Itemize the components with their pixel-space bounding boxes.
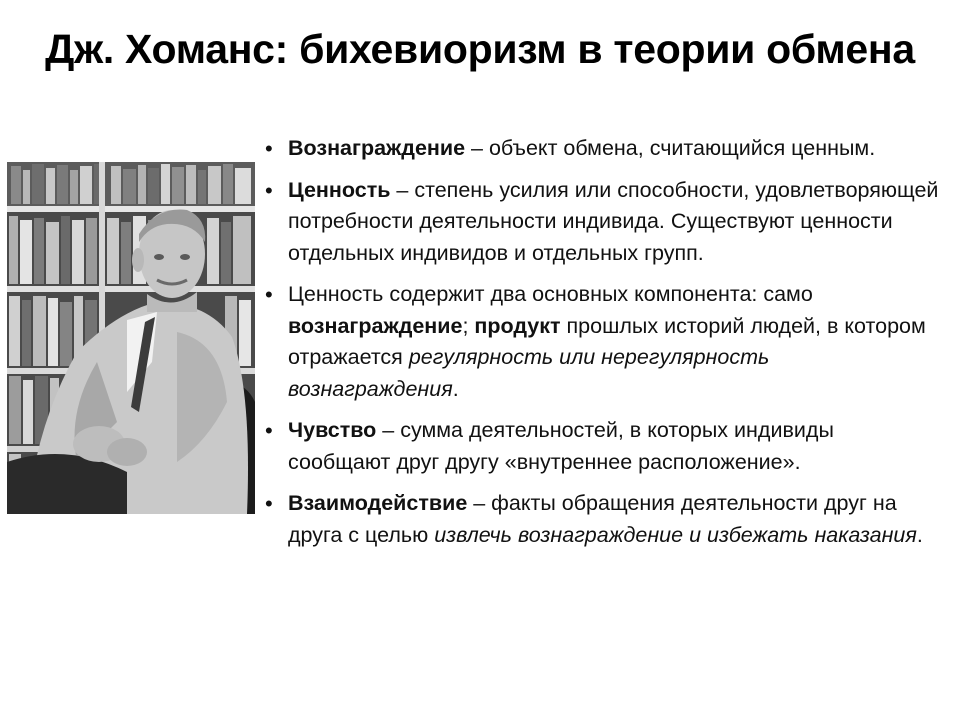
bullet-value-components xyxy=(262,279,942,405)
bullet-value xyxy=(262,175,942,270)
text-part: прошлых историй людей, в котором отражается xyxy=(288,313,926,369)
term-value: Ценность xyxy=(288,177,391,202)
text-part: Ценность содержит два основных компонента: само xyxy=(288,282,813,306)
text-part: – факты обращения деятельности друг на друга с целью xyxy=(288,491,897,547)
text-part: ; xyxy=(462,313,475,338)
slide-title: Дж. Хоманс: бихевиоризм в теории обмена xyxy=(45,26,915,72)
definition-value: – степень усилия или способности, удовлетворяющей потребности деятельности индивида. Существуют ценности отдельных индивидов и отдельных групп. xyxy=(288,177,939,265)
term-interaction: Взаимодействие xyxy=(288,491,468,515)
emphasis-reward-punishment: извлечь вознаграждение и избежать наказания xyxy=(434,522,917,547)
definition-reward: – объект обмена, считающийся ценным. xyxy=(465,136,876,160)
emphasis-regularity: регулярность или нерегулярность вознаграждения xyxy=(288,345,770,401)
term-reward: Вознаграждение xyxy=(288,136,466,160)
term-reward-component: вознаграждение xyxy=(288,313,463,338)
term-product: продукт xyxy=(474,313,561,338)
definition-sentiment: – сумма деятельностей, в которых индивиды сообщают друг другу «внутреннее расположение». xyxy=(288,418,834,474)
bullet-sentiment xyxy=(262,415,942,478)
term-sentiment: Чувство xyxy=(288,418,377,442)
portrait-photo xyxy=(7,162,255,514)
bullet-list xyxy=(262,133,942,561)
text-part: . xyxy=(452,376,459,401)
bullet-interaction xyxy=(262,488,942,551)
text-part: . xyxy=(916,522,923,547)
bullet-reward xyxy=(262,133,942,165)
